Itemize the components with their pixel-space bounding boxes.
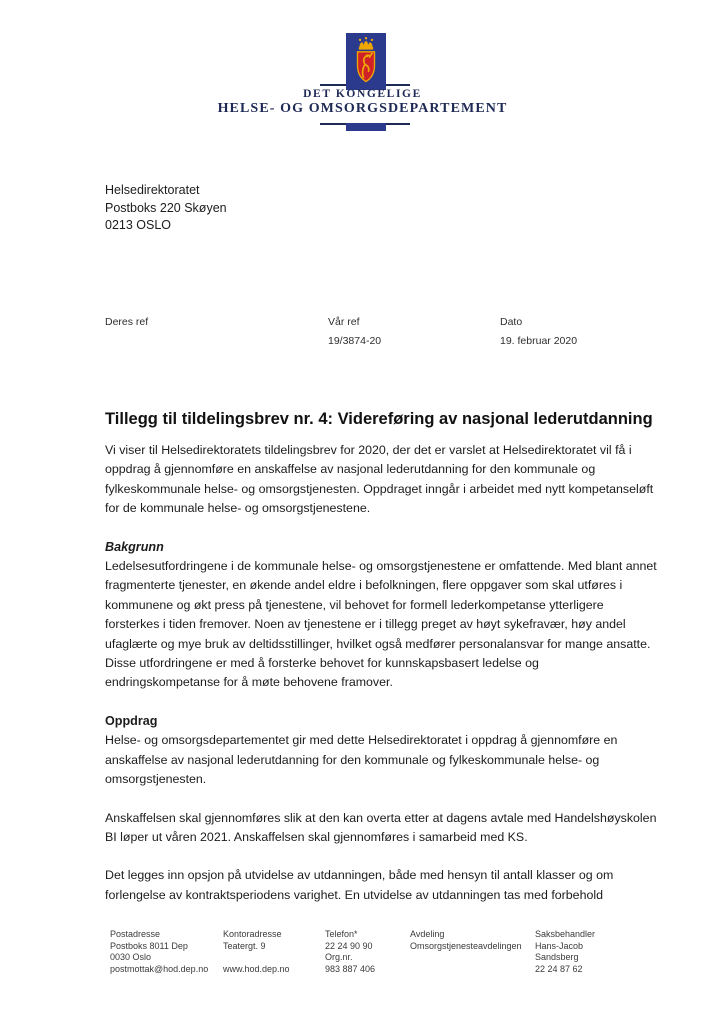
footer-website: www.hod.dep.no: [223, 963, 290, 974]
var-ref-label: Vår ref: [328, 316, 360, 328]
footer-line: Org.nr.: [325, 952, 353, 962]
oppdrag-paragraph-1: Helse- og omsorgsdepartementet gir med dette Helsedirektoratet i oppdrag å gjennomføre en anskaffelse av nasjonal lederutdanning for den kommunale og fylkeskommunale helse- og omsorgstjenesten.: [105, 733, 618, 787]
footer-header: Postadresse: [110, 929, 161, 939]
oppdrag-paragraph-2: Anskaffelsen skal gjennomføres slik at den kan overta etter at dagens avtale med Handelshøyskolen BI løper ut våren 2021. Anskaffelsen skal gjennomføres i samarbeid med KS.: [105, 810, 657, 844]
section-heading-bakgrunn: Bakgrunn: [105, 539, 164, 554]
footer-header: Avdeling: [410, 929, 445, 939]
recipient-street: Postboks 220 Skøyen: [105, 200, 227, 215]
footer-header: Saksbehandler: [535, 929, 596, 939]
footer-line: Sandsberg: [535, 952, 579, 962]
footer-header: Kontoradresse: [223, 929, 282, 939]
dato-value: 19. februar 2020: [500, 335, 578, 347]
footer-col-saksbehandler: [535, 929, 655, 975]
section-heading-oppdrag: Oppdrag: [105, 713, 158, 728]
intro-paragraph: Vi viser til Helsedirektoratets tildelingsbrev for 2020, der det er varslet at Helsedirektoratet vil få i oppdrag å gjennomføre en anskaffelse av nasjonal lederutdanning for den kommunale og fylkeskommunale helse- og omsorgstjenesten. Oppdraget inngår i arbeidet med nytt kompetanseløft for de kommunale helse- og omsorgstjenestene.: [105, 443, 654, 516]
bakgrunn-paragraph: Ledelsesutfordringene i de kommunale helse- og omsorgstjenestene er omfattende. Med blant annet fragmenterte tjenester, en økende andel eldre i befolkningen, flere oppgaver som skal utføres i kommunene og økt press på tjenestene, vil behovet for formell lederkompetanse ytterligere forsterkes i tiden fremover. Noen av tjenestene er i tillegg preget av høyt sykefravær, høy andel ufaglærte og mye bruk av deltidsstillinger, hvilket også medfører personalansvar for mange ansatte. Disse utfordringene er med å forsterke behovet for kunnskapsbasert ledelse og endringskompetanse for å møte behovene framover.: [105, 559, 657, 690]
footer-line: [410, 952, 529, 964]
footer-line: Postboks 8011 Dep: [110, 940, 188, 951]
oppdrag-paragraph-3: Det legges inn opsjon på utvidelse av utdanningen, både med hensyn til antall klasser og om forlengelse av kontraktsperiodens varighet. En utvidelse av utdanningen tas med forbehold: [105, 868, 614, 902]
footer-line: Teatergt. 9: [223, 940, 266, 951]
recipient-name: Helsedirektoratet: [105, 183, 200, 197]
footer-line: Hans-Jacob: [535, 940, 584, 951]
var-ref-value: 19/3874-20: [328, 335, 382, 347]
footer-col-telefon: [325, 929, 410, 975]
recipient-postal: 0213 OSLO: [105, 218, 172, 232]
footer-line: 0030 Oslo: [110, 952, 152, 962]
recipient-address-block: [105, 182, 227, 235]
letter-title: Tillegg til tildelingsbrev nr. 4: Videreføring av nasjonal lederutdanning: [105, 410, 653, 428]
footer-header: Telefon*: [325, 929, 358, 939]
letter-body: [105, 409, 657, 905]
letterhead-banner-bottom: [346, 123, 386, 131]
coat-of-arms-icon: [349, 36, 383, 88]
footer-col-postadresse: [110, 929, 223, 975]
letterhead-department-name: HELSE- OG OMSORGSDEPARTEMENT: [217, 101, 508, 116]
footer-phone: 22 24 90 90: [325, 940, 373, 951]
footer-phone: 22 24 87 62: [535, 963, 583, 974]
footer-line: Omsorgstjenesteavdelingen: [410, 940, 522, 951]
letterhead-royal-line: DET KONGELIGE: [303, 88, 422, 100]
footer-col-avdeling: [410, 929, 535, 975]
dato-label: Dato: [500, 316, 523, 328]
footer-email: postmottak@hod.dep.no: [110, 963, 209, 974]
footer-line: [223, 952, 319, 964]
letterhead-banner: [346, 33, 386, 90]
letter-footer: [110, 929, 670, 975]
footer-col-kontoradresse: [223, 929, 325, 975]
footer-orgnr: 983 887 406: [325, 963, 376, 974]
footer-line: [410, 964, 529, 976]
deres-ref-label: Deres ref: [105, 316, 149, 328]
